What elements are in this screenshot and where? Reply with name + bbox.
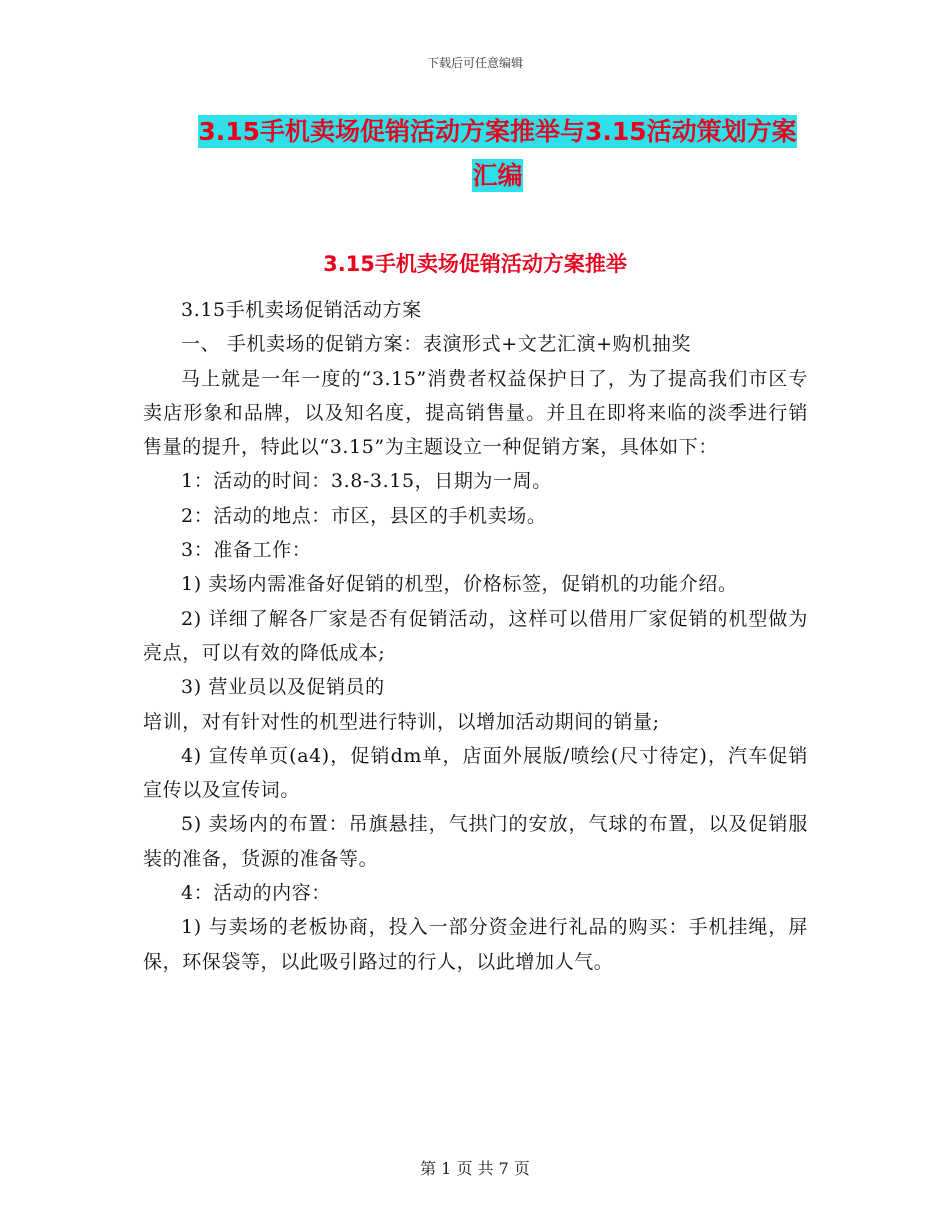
paragraph: 2：活动的地点：市区，县区的手机卖场。 <box>181 504 547 527</box>
paragraph: 4) 宣传单页(a4)，促销dm单，店面外展版/喷绘(尺寸待定)，汽车促销宣传以及宣传词。 <box>143 744 808 802</box>
title-line-1: 3.15手机卖场促销活动方案推举与3.15活动策划方案 <box>198 117 797 146</box>
title-line-2: 汇编 <box>472 161 523 190</box>
page-header: 下载后可任意编辑 <box>426 56 523 70</box>
page-footer: 第 1 页 共 7 页 <box>420 1159 530 1178</box>
paragraph: 1) 与卖场的老板协商，投入一部分资金进行礼品的购买：手机挂绳，屏保，环保袋等，以此吸引路过的行人，以此增加人气。 <box>143 916 808 973</box>
paragraph: 2) 详细了解各厂家是否有促销活动，这样可以借用厂家促销的机型做为亮点，可以有效的降低成本; <box>143 607 808 664</box>
body-text <box>143 293 808 979</box>
section-title: 3.15手机卖场促销活动方案推举 <box>323 252 627 276</box>
paragraph: 培训，对有针对性的机型进行特训，以增加活动期间的销量; <box>143 710 660 733</box>
paragraph: 一、 手机卖场的促销方案：表演形式+文艺汇演+购机抽奖 <box>181 333 692 356</box>
paragraph: 马上就是一年一度的“3.15”消费者权益保护日了，为了提高我们市区专卖店形象和品牌，以及知名度，提高销售量。并且在即将来临的淡季进行销售量的提升，特此以“3.15”为主题设立一种促销方案，具体如下： <box>143 367 808 459</box>
paragraph: 3.15手机卖场促销活动方案 <box>181 299 422 321</box>
paragraph: 4：活动的内容： <box>181 882 331 905</box>
paragraph: 3) 营业员以及促销员的 <box>181 676 385 699</box>
paragraph: 1) 卖场内需准备好促销的机型，价格标签，促销机的功能介绍。 <box>181 573 738 596</box>
document-title <box>140 110 855 198</box>
paragraph: 3：准备工作： <box>181 539 312 562</box>
paragraph: 1：活动的时间：3.8-3.15，日期为一周。 <box>181 470 552 493</box>
paragraph: 5) 卖场内的布置：吊旗悬挂，气拱门的安放，气球的布置，以及促销服装的准备，货源的准备等。 <box>143 813 808 870</box>
